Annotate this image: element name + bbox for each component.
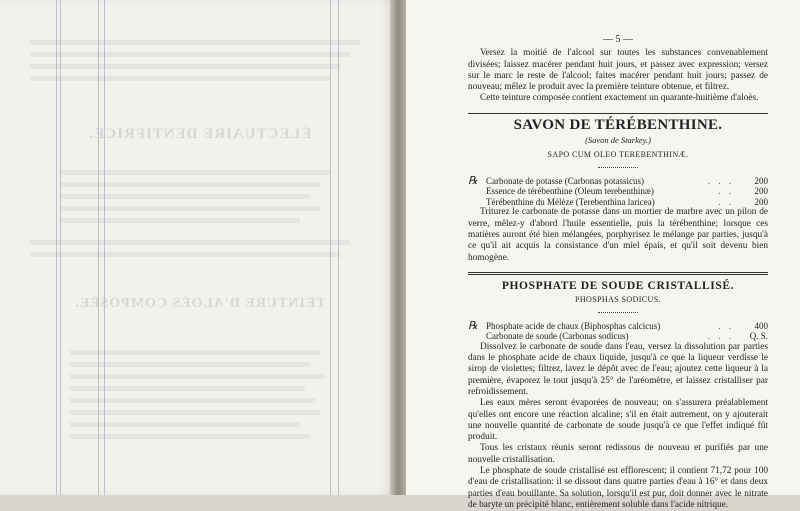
ingredient-row [468,331,768,342]
page-number: — 5 — [603,34,633,45]
ingredient-name: Phosphate acide de chaux (Biphosphas calcicus) [486,320,661,331]
dot-leader: . . [718,196,734,207]
instructions-paragraph: Les eaux mères seront évaporées de nouveau; on s'assurera préalablement qu'elles ont encore une réaction alcaline; s'il en était autrement, on y ajouterait une nouvelle quantité de carbonate de soude jusqu'à ce que l'effet indiqué fût produit. [468,398,768,443]
show-through-text [30,252,340,257]
section-title: SAVON DE TÉRÉBENTHINE. [513,116,723,133]
ledger-rule [338,0,339,495]
dot-leader: . . . [707,175,734,186]
ornament-rule [598,312,638,315]
show-through-text [70,410,320,415]
ingredient-quantity: 200 [754,175,768,186]
latin-name: SAPO CUM OLEO TEREBENTHINÆ. [547,150,689,160]
show-through-text [60,194,310,199]
show-through-text [30,76,330,81]
recipe-icon: ℞ [468,174,478,187]
section-divider [468,113,768,114]
show-through-text [60,170,330,175]
instructions-paragraph: Triturez le carbonate de potasse dans un mortier de marbre avec un pilon de verre, mêlez-y d'abord l'huile essentielle, puis la térébenthine; lorsque ces matières auront été bien mélangées, porphyrisez le mélange par parties, jusqu'à ce qu'il ait acquis la consistance d'un miel épais, et qu'il soit devenu bien homogène. [468,207,768,263]
show-through-heading: TEINTURE D'ALOÈS COMPOSÉE. [74,296,326,311]
recipe-icon: ℞ [468,319,478,332]
section-divider [468,272,768,275]
show-through-text [30,64,340,69]
show-through-text [70,422,300,427]
instructions-paragraph: Dissolvez le carbonate de soude dans l'eau, versez la dissolution par parties dans le phosphate acide de chaux liquide, jusqu'à ce que la liqueur verdisse le sirop de violettes; filtrez, lavez le dépôt avec de l'eau; ajoutez cette liqueur à la première, évaporez le tout jusqu'à 25° de l'aréomètre, et laissez cristalliser par refroidissement. [468,341,768,397]
ingredient-name: Carbonate de soude (Carbonas sodicus) [486,331,629,342]
section-subtitle: (Savon de Starkey.) [585,135,651,146]
ingredient-row [468,186,768,197]
show-through-text [70,362,310,367]
show-through-text [70,374,325,379]
latin-name: PHOSPHAS SODICUS. [575,295,661,305]
show-through-text [70,386,305,391]
intro-paragraph: Versez la moitié de l'alcool sur toutes les substances convenablement divisées; laissez macérer pendant huit jours, et passez avec expression; versez sur le marc le reste de l'alcool; faites macérer pendant huit jours; passez de nouveau; mêlez le produit avec la première teinture obtenue, et filtrez. [468,48,768,93]
ingredient-name: Térébenthine du Mélèze (Terebenthina laricea) [486,196,655,207]
right-page [406,0,800,510]
ledger-rule [98,0,99,495]
dot-leader: . . [718,186,734,197]
ingredient-row [468,197,768,208]
ingredient-quantity: 200 [754,196,768,207]
dot-leader: . . . [707,331,734,342]
instructions-paragraph: Tous les cristaux réunis seront redissous de nouveau et purifiés par une nouvelle cristallisation. [468,443,768,465]
show-through-text [30,240,350,245]
intro-paragraph: Cette teinture composée contient exactement un quarante-huitième d'aloès. [480,93,759,104]
ingredient-row [468,321,768,332]
page-content [468,34,768,511]
show-through-text [70,434,310,439]
ledger-rule [60,0,61,495]
show-through-text [30,52,350,57]
instructions-paragraph: Le phosphate de soude cristallisé est efflorescent; il contient 71,72 pour 100 d'eau de cristallisation: il se dissout dans quatre parties d'eau à 16° et dans deux parties d'eau bouillante. Sa solution, lorsqu'il est pur, doit donner avec le nitrate de baryte un précipité blanc, entièrement soluble dans l'acide nitrique. [468,465,768,510]
ingredient-quantity: Q. S. [749,331,768,342]
ingredient-quantity: 400 [754,320,768,331]
dot-leader: . . [718,320,734,331]
show-through-heading: ÉLECTUAIRE DENTIFRICE. [88,126,312,142]
show-through-text [70,350,320,355]
ledger-rule [330,0,331,495]
ingredient-row [468,176,768,187]
show-through-text [60,182,320,187]
show-through-text [70,398,315,403]
ledger-rule [56,0,57,495]
left-page-ledger [0,0,396,495]
ornament-rule [598,167,638,170]
show-through-text [30,40,360,45]
show-through-text [60,206,320,211]
section-title: PHOSPHATE DE SOUDE CRISTALLISÉ. [501,279,735,292]
ingredient-name: Carbonate de potasse (Carbonas potassicus) [486,175,644,186]
ingredient-quantity: 200 [754,186,768,197]
ingredient-name: Essence de térébenthine (Oleum terebenthinæ) [486,186,654,197]
show-through-text [60,218,300,223]
ledger-rule [104,0,105,495]
